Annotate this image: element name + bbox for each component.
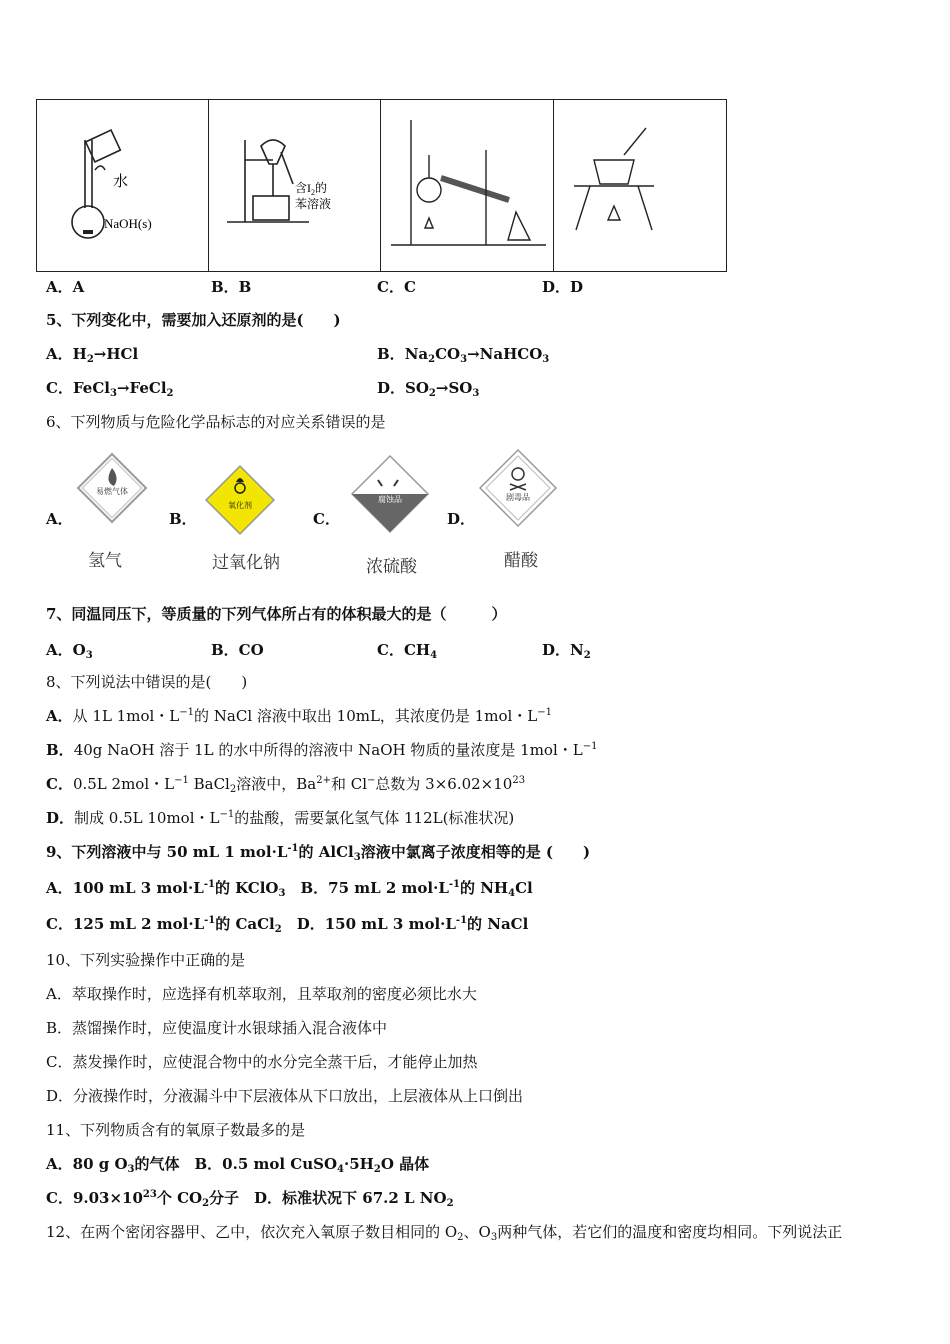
apparatus-cell-a [37,100,209,271]
q4-option-d[interactable]: D．D [542,278,584,296]
q9-options-ab[interactable]: A．100 mL 3 $mol\cdot L^{-1}$的 KClO$_3$ B．75 mL 2 $mol\cdot L^{-1}$的 $NH_4Cl$ [46,879,533,899]
corrosive-sign [348,452,432,536]
svg-text:苯溶液: 苯溶液 [295,197,332,211]
svg-text:剧毒品: 剧毒品 [506,493,530,502]
q10-option-c[interactable]: C．蒸发操作时，应使混合物中的水分完全蒸干后，才能停止加热 [46,1053,478,1071]
q6-option-c-letter[interactable]: C． [313,510,340,528]
oxidizer-sign [200,460,280,540]
q7-option-a[interactable]: A．$O_3$ [46,641,93,661]
apparatus-cell-d [554,100,726,271]
q9-stem: 9、下列溶液中与 50 mL 1 $mol\cdot L^{-1}$的 AlCl$_3$溶液中氯离子浓度相等的是 ( ) [46,843,591,863]
svg-text:含I2的: 含$I_2$的 [295,181,328,197]
svg-text:易燃气体: 易燃气体 [96,487,128,496]
q4-option-b[interactable]: B．B [211,278,252,296]
q10-stem: 10、下列实验操作中正确的是 [46,951,246,969]
q6-option-a-substance: 氢气 [88,551,122,571]
distillation-diagram [381,100,554,271]
q6-option-c-substance: 浓硫酸 [366,557,417,577]
apparatus-cell-b [209,100,381,271]
dissolving-flask-diagram [37,100,209,271]
q6-option-d-letter[interactable]: D． [447,510,476,528]
q4-option-c[interactable]: C．C [377,278,416,296]
flammable-gas-sign [72,448,152,528]
q5-option-d[interactable]: D．$SO_2\to SO_3$ [377,379,480,399]
q5-stem: 5、下列变化中，需要加入还原剂的是( ) [46,311,341,329]
q7-option-b[interactable]: B．CO [211,641,264,659]
q8-stem: 8、下列说法中错误的是( ) [46,673,248,691]
toxic-sign [476,446,560,530]
q6-option-a-letter[interactable]: A． [46,510,73,528]
q8-option-c[interactable]: C．0.5L 2mol・$L^{-1}$ BaCl$_2$溶液中，$Ba^{2+}$和 Cl−总数为 $3\times 6.02\times 10^{23}$ [46,775,526,795]
q5-option-b[interactable]: B．$Na_2CO_3\to NaHCO_3$ [377,345,550,365]
q12-stem: 12、在两个密闭容器甲、乙中，依次充入氧原子数目相同的 $O_2$、$O_3$两种气体，若它们的温度和密度均相同。下列说法正 [46,1223,843,1243]
q5-option-c[interactable]: C．FeCl$_3$→FeCl$_2$ [46,379,174,399]
svg-text:NaOH(s): NaOH(s) [104,216,152,231]
q8-option-a[interactable]: A．从 1L 1mol・$L^{-1}$的 NaCl 溶液中取出 10mL，其浓度仍是 1mol・$L^{-1}$ [46,707,552,725]
q7-option-d[interactable]: D．$N_2$ [542,641,591,661]
q10-option-a[interactable]: A．萃取操作时，应选择有机萃取剂，且萃取剂的密度必须比水大 [46,985,477,1003]
q10-option-d[interactable]: D．分液操作时，分液漏斗中下层液体从下口放出，上层液体从上口倒出 [46,1087,524,1105]
apparatus-table [36,99,727,272]
apparatus-cell-c [381,100,554,271]
q10-option-b[interactable]: B．蒸馏操作时，应使温度计水银球插入混合液体中 [46,1019,388,1037]
svg-text:水: 水 [113,174,129,190]
svg-text:腐蚀品: 腐蚀品 [378,495,402,504]
q11-options-cd[interactable]: C．$9.03\times 10^{23}$个 $CO_2$分子 D．标准状况下 67.2 L $NO_2$ [46,1189,454,1209]
q11-stem: 11、下列物质含有的氧原子数最多的是 [46,1121,306,1139]
svg-text:氧化剂: 氧化剂 [228,501,252,510]
q11-options-ab[interactable]: A．80 g $O_3$的气体 B．0.5 mol $CuSO_4\cdot 5H_2O$ 晶体 [46,1155,430,1175]
q5-option-a[interactable]: A．$H_2\to HCl$ [46,345,139,365]
q8-option-d[interactable]: D．制成 0.5L 10mol・$L^{-1}$的盐酸，需要氯化氢气体 112L(标准状况) [46,809,515,827]
q6-option-d-substance: 醋酸 [504,551,538,571]
q6-stem: 6、下列物质与危险化学品标志的对应关系错误的是 [46,413,386,431]
separatory-funnel-diagram [209,100,381,271]
q6-option-b-substance: 过氧化钠 [212,553,280,573]
evaporation-diagram [554,100,726,271]
q9-options-cd[interactable]: C．125 mL 2 $mol\cdot L^{-1}$的 CaCl$_2$ D．150 mL 3 $mol\cdot L^{-1}$的 NaCl [46,915,529,935]
q6-option-b-letter[interactable]: B． [169,510,197,528]
q4-option-a[interactable]: A．A [46,278,85,296]
q7-stem: 7、同温同压下，等质量的下列气体所占有的体积最大的是（ ） [46,605,507,623]
q7-option-c[interactable]: C．$CH_4$ [377,641,438,661]
q8-option-b[interactable]: B．40g NaOH 溶于 1L 的水中所得的溶液中 NaOH 物质的量浓度是 1mol・$L^{-1}$ [46,741,598,759]
